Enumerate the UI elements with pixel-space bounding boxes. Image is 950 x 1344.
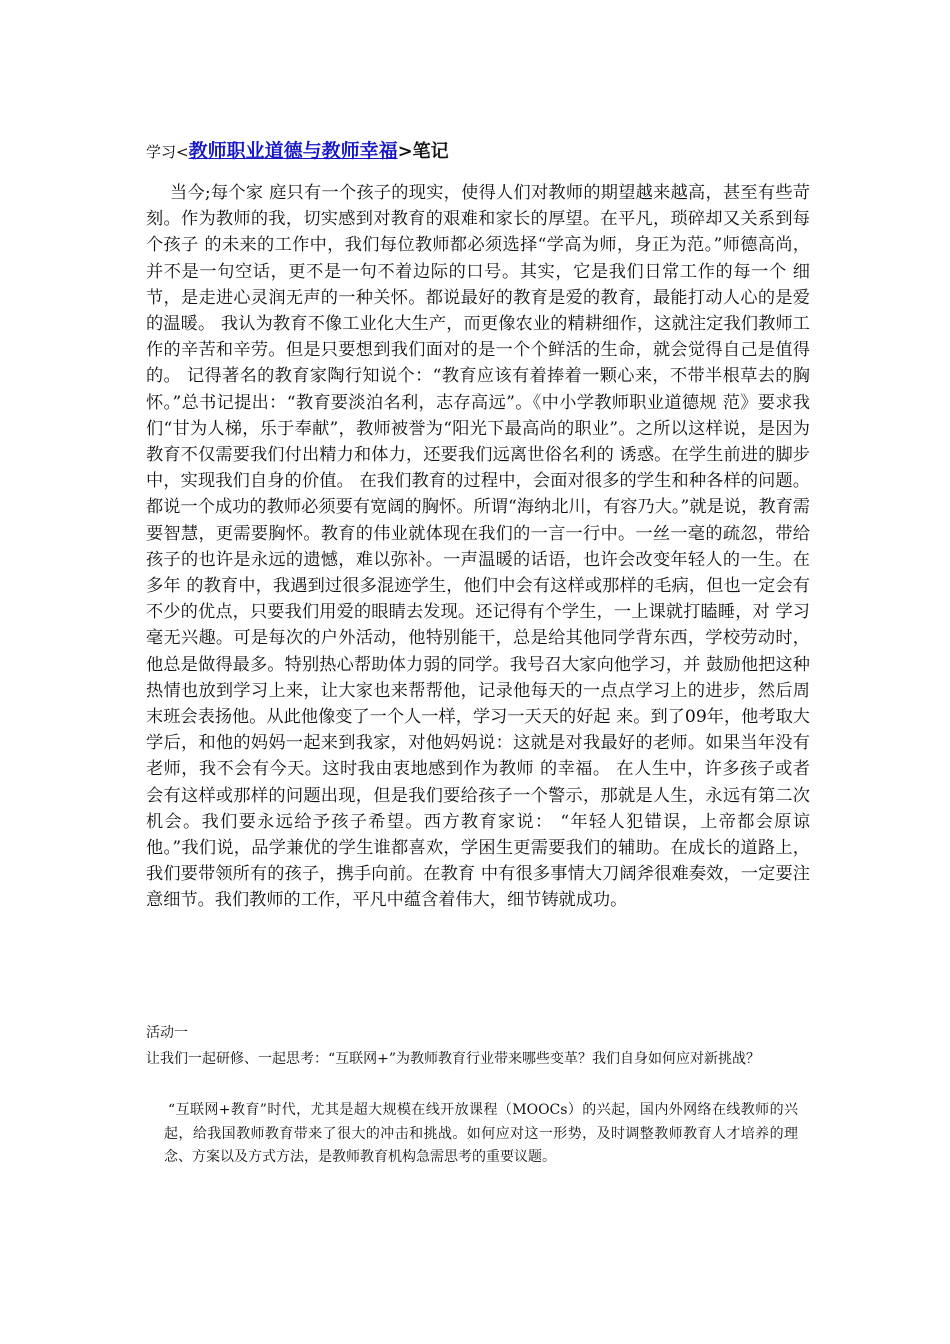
title-prefix: 学习< [146,143,189,161]
activity-question: 让我们一起研修、一起思考：“互联网+”为教师教育行业带来哪些变革？我们自身如何应对新挑战？ [146,1051,761,1067]
essay-paragraph: 当今;每个家 庭只有一个孩子的现实，使得人们对教师的期望越来越高，甚至有些苛刻。作为教师的我，切实感到对教育的艰难和家长的厚望。在平凡，琐碎却又关系到每个孩子 的未来的工作中，我们每位教师都必须选择“学高为师，身正为范。”师德高尚，并不是一句空话，更不是一句不着边际的口号。其实，它是我们日常工作的每一个 细节，是走进心灵润无声的一种关怀。都说最好的教育是爱的教育，最能打动人心的是爱的温暖。 我认为教育不像工业化大生产，而更像农业的精耕细作，这就注定我们教师工作的辛苦和辛劳。但是只要想到我们面对的是一个个鲜活的生命，就会觉得自己是值得 的。 记得著名的教育家陶行知说个：“教育应该有着捧着一颗心来，不带半根草去的胸怀。”总书记提出：“教育要淡泊名利，志存高远”。《中小学教师职业道德规 范》要求我们“甘为人梯，乐于奉献”，教师被誉为“阳光下最高尚的职业”。之所以这样说，是因为教育不仅需要我们付出精力和体力，还要我们远离世俗名利的 诱惑。在学生前进的脚步中，实现我们自身的价值。 在我们教育的过程中，会面对很多的学生和种各样的问题。都说一个成功的教师必须要有宽阔的胸怀。所谓“海纳北川，有容乃大。”就是说，教育需要智慧，更需要胸怀。教育的伟业就体现在我们的一言一行中。一丝一毫的疏忽，带给孩子的也许是永远的遗憾，难以弥补。一声温暖的话语，也许会改变年轻人的一生。在多年 的教育中，我遇到过很多混迹学生，他们中会有这样或那样的毛病，但也一定会有不少的优点，只要我们用爱的眼睛去发现。还记得有个学生，一上课就打瞌睡，对 学习毫无兴趣。可是每次的户外活动，他特别能干，总是给其他同学背东西，学校劳动时，他总是做得最多。特别热心帮助体力弱的同学。我号召大家向他学习，并 鼓励他把这种热情也放到学习上来，让大家也来帮帮他，记录他每天的一点点学习上的进步，然后周末班会表扬他。从此他像变了一个人一样，学习一天天的好起 来。到了09年，他考取大学后，和他的妈妈一起来到我家，对他妈妈说：这就是对我最好的老师。如果当年没有老师，我不会有今天。这时我由衷地感到作为教师 的幸福。 在人生中，许多孩子或者会有这样或那样的问题出现，但是我们要给孩子一个警示，那就是人生，永远有第二次机会。我们要永远给予孩子希望。西方教育家说： “年轻人犯错误，上帝都会原谅他。”我们说，品学兼优的学生谁都喜欢，学困生更需要我们的辅助。在成长的道路上，我们要带领所有的孩子，携手向前。在教育 中有很多事情大刀阔斧很难奏效，一定要注意细节。我们教师的工作，平凡中蕴含着伟大，细节铸就成功。 [146,183,810,911]
document-title [146,136,826,167]
title-suffix: >笔记 [397,141,449,162]
activity-label: 活动一 [146,1025,188,1041]
title-link[interactable]: 教师职业道德与教师幸福 [188,140,398,162]
activity-answer: “互联网+教育”时代，尤其是超大规模在线开放课程（MOOCs）的兴起，国内外网络在线教师的兴起，给我国教师教育带来了很大的冲击和挑战。如何应对这一形势，及时调整教师教育人才培养的理念、方案以及方式方法，是教师教育机构急需思考的重要议题。 [164,1102,798,1165]
